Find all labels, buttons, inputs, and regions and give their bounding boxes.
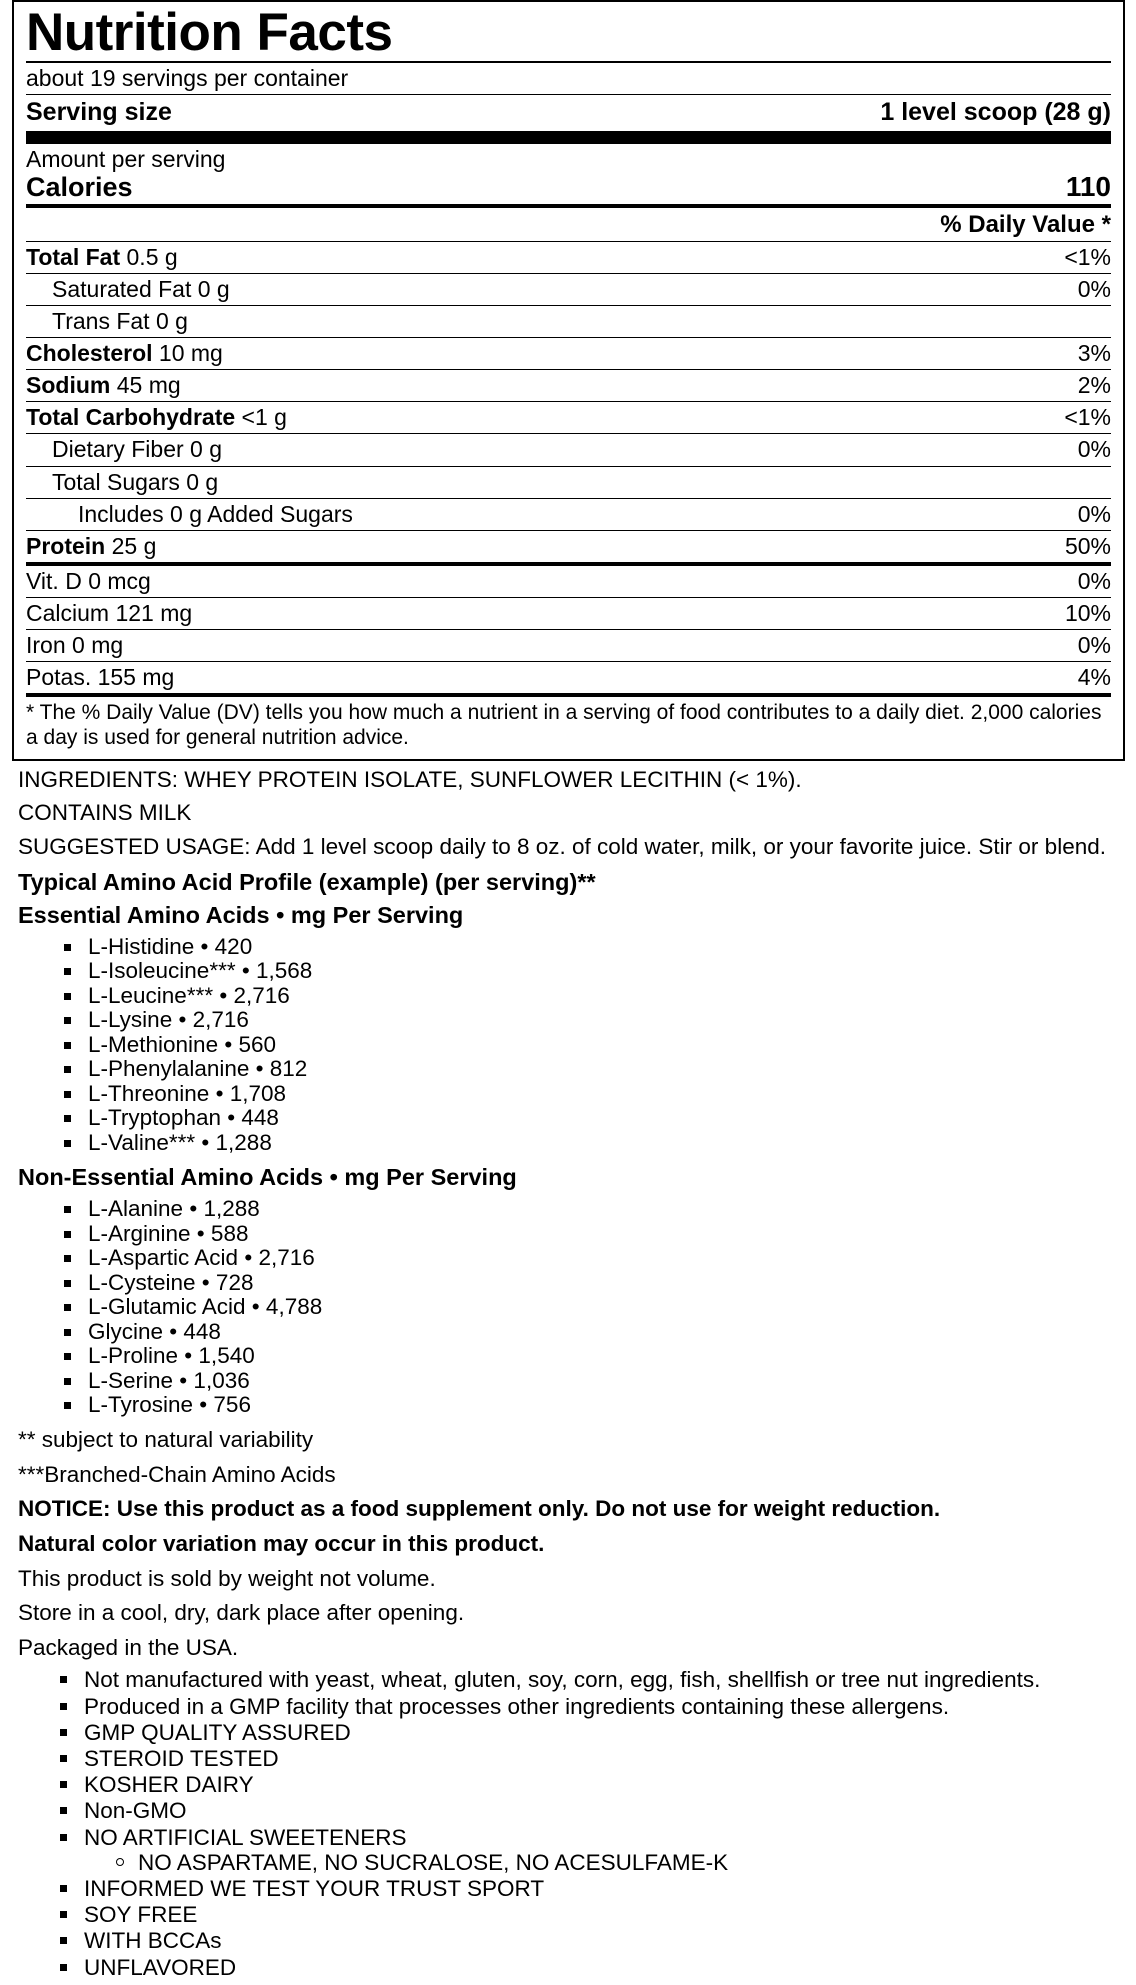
nutrient-dv: 4% <box>1077 664 1111 691</box>
daily-value-header: % Daily Value * <box>940 210 1111 238</box>
list-item: L-Histidine • 420 <box>88 935 1118 960</box>
list-item <box>84 1772 1118 1798</box>
table-row <box>26 274 1111 305</box>
nutrient-name: Total Sugars 0 g <box>52 468 219 495</box>
divider <box>26 131 1111 144</box>
table-row <box>26 566 1111 597</box>
list-item: L-Lysine • 2,716 <box>88 1008 1118 1033</box>
nutrient-dv: <1% <box>1064 404 1111 431</box>
gmp-label: GMP <box>84 1719 135 1745</box>
amino-profile-heading: Typical Amino Acid Profile (example) (per serving)** <box>18 868 596 895</box>
sweetener-sublist <box>84 1850 1118 1875</box>
features-list <box>18 1667 1118 1980</box>
list-item: L-Alanine • 1,288 <box>88 1197 1118 1222</box>
label-details <box>0 761 1136 1981</box>
ingredients-text: WHEY PROTEIN ISOLATE, SUNFLOWER LECITHIN (< 1%). <box>178 767 802 793</box>
footnote-three-star: ***Branched-Chain Amino Acids <box>18 1461 336 1487</box>
suggested-usage-paragraph <box>18 834 1118 860</box>
nutrient-dv: 0% <box>1077 500 1111 527</box>
table-row <box>26 242 1111 273</box>
table-row <box>26 434 1111 465</box>
quality-assured-label: QUALITY ASSURED <box>141 1719 351 1745</box>
list-item: WITH BCCAs <box>84 1928 1118 1954</box>
nutrient-dv: 0% <box>1077 632 1111 659</box>
nutrient-name: Trans Fat 0 g <box>52 307 188 334</box>
nutrient-name: Cholesterol 10 mg <box>26 340 223 367</box>
list-item: Not manufactured with yeast, wheat, gluten, soy, corn, egg, fish, shellfish or tree nut ingredients. <box>84 1667 1118 1693</box>
list-item: L-Threonine • 1,708 <box>88 1082 1118 1107</box>
list-item: L-Proline • 1,540 <box>88 1344 1118 1369</box>
list-item: L-Tyrosine • 756 <box>88 1393 1118 1418</box>
sold-by-weight-notice: This product is sold by weight not volume. <box>18 1565 436 1591</box>
table-row <box>26 370 1111 401</box>
nutrient-name: Vit. D 0 mcg <box>26 567 151 594</box>
list-item: L-Phenylalanine • 812 <box>88 1057 1118 1082</box>
list-item: INFORMED WE TEST YOUR TRUST SPORT <box>84 1876 1118 1902</box>
list-item: L-Serine • 1,036 <box>88 1369 1118 1394</box>
nutrient-name: Potas. 155 mg <box>26 664 175 691</box>
list-item: Produced in a GMP facility that processes other ingredients containing these allergens. <box>84 1694 1118 1720</box>
dairy-label: DAIRY <box>185 1772 254 1798</box>
footnote-two-star: ** subject to natural variability <box>18 1426 314 1452</box>
daily-value-footnote: * The % Daily Value (DV) tells you how much a nutrient in a serving of food contributes to a daily diet. 2,000 calories a day is used for general nutrition advice. <box>26 701 1102 750</box>
list-item: UNFLAVORED <box>84 1955 1118 1981</box>
nutrient-name: Dietary Fiber 0 g <box>52 436 223 463</box>
nutrient-name: Calcium 121 mg <box>26 600 193 627</box>
nutrient-name: Protein 25 g <box>26 532 157 559</box>
nutrient-dv: 2% <box>1077 372 1111 399</box>
notice-paragraph <box>18 1496 1118 1522</box>
list-item: Non-GMO <box>84 1798 1118 1824</box>
list-item: L-Valine*** • 1,288 <box>88 1131 1118 1156</box>
list-item: L-Arginine • 588 <box>88 1222 1118 1247</box>
nutrient-name: Includes 0 g Added Sugars <box>78 500 353 527</box>
table-row <box>26 598 1111 629</box>
servings-per-container: about 19 servings per container <box>26 65 349 91</box>
list-item: STEROID TESTED <box>84 1746 1118 1772</box>
table-row <box>26 306 1111 337</box>
list-item: L-Isoleucine*** • 1,568 <box>88 959 1118 984</box>
list-item: L-Tryptophan • 448 <box>88 1106 1118 1131</box>
list-item <box>84 1720 1118 1746</box>
list-item: L-Aspartic Acid • 2,716 <box>88 1246 1118 1271</box>
table-row <box>26 338 1111 369</box>
nutrient-dv: 0% <box>1077 436 1111 463</box>
serving-size-label: Serving size <box>26 98 172 127</box>
suggested-usage-label: SUGGESTED USAGE: <box>18 834 251 860</box>
ingredients-label: INGREDIENTS: <box>18 767 179 793</box>
list-item: L-Cysteine • 728 <box>88 1271 1118 1296</box>
packaged-notice: Packaged in the USA. <box>18 1634 239 1660</box>
table-row <box>26 662 1111 693</box>
list-item: SOY FREE <box>84 1902 1118 1928</box>
table-row <box>26 630 1111 661</box>
table-row <box>26 531 1111 562</box>
nutrient-dv: 3% <box>1077 340 1111 367</box>
table-row <box>26 499 1111 530</box>
suggested-usage-text: Add 1 level scoop daily to 8 oz. of cold water, milk, or your favorite juice. Stir or blend. <box>250 834 1106 860</box>
table-row <box>26 467 1111 498</box>
nonessential-amino-heading: Non-Essential Amino Acids • mg Per Serving <box>18 1164 517 1191</box>
nutrient-dv: 10% <box>1064 600 1111 627</box>
nutrient-dv: <1% <box>1064 243 1111 270</box>
essential-amino-heading: Essential Amino Acids • mg Per Serving <box>18 901 464 928</box>
nutrient-name: Iron 0 mg <box>26 632 124 659</box>
nutrient-name: Sodium 45 mg <box>26 372 181 399</box>
nutrient-name: Total Carbohydrate <1 g <box>26 404 287 431</box>
serving-size-value: 1 level scoop (28 g) <box>880 98 1111 127</box>
list-item: L-Leucine*** • 2,716 <box>88 984 1118 1009</box>
nutrition-facts-title: Nutrition Facts <box>26 3 393 62</box>
nutrient-dv: 0% <box>1077 275 1111 302</box>
storage-notice: Store in a cool, dry, dark place after opening. <box>18 1600 465 1626</box>
nutrient-name: Total Fat 0.5 g <box>26 243 178 270</box>
contains-statement: CONTAINS MILK <box>18 799 192 825</box>
list-item: L-Glutamic Acid • 4,788 <box>88 1295 1118 1320</box>
nutrient-dv: 0% <box>1077 567 1111 594</box>
calories-value: 110 <box>1065 170 1111 202</box>
nutrition-facts-panel <box>12 0 1125 761</box>
list-item: NO ASPARTAME, NO SUCRALOSE, NO ACESULFAME-K <box>138 1850 1118 1875</box>
essential-amino-list <box>18 935 1118 1156</box>
ingredients-paragraph <box>18 767 1118 793</box>
kosher-label: KOSHER <box>84 1772 180 1798</box>
notice-label: NOTICE: <box>18 1496 111 1522</box>
table-row <box>26 402 1111 433</box>
list-item: L-Methionine • 560 <box>88 1033 1118 1058</box>
list-item: Glycine • 448 <box>88 1320 1118 1345</box>
color-variation-notice: Natural color variation may occur in this product. <box>18 1530 545 1556</box>
calories-label: Calories <box>26 171 133 202</box>
nonessential-amino-list <box>18 1197 1118 1418</box>
notice-text: Use this product as a food supplement only. Do not use for weight reduction. <box>110 1496 941 1522</box>
nutrient-dv: 50% <box>1064 532 1111 559</box>
list-item <box>84 1825 1118 1876</box>
nutrient-name: Saturated Fat 0 g <box>52 275 230 302</box>
calories-row <box>26 170 1111 204</box>
serving-size-row <box>26 95 1111 131</box>
no-artificial-sweeteners-label: NO ARTIFICIAL SWEETENERS <box>84 1824 407 1850</box>
amount-per-serving-label: Amount per serving <box>26 146 226 173</box>
